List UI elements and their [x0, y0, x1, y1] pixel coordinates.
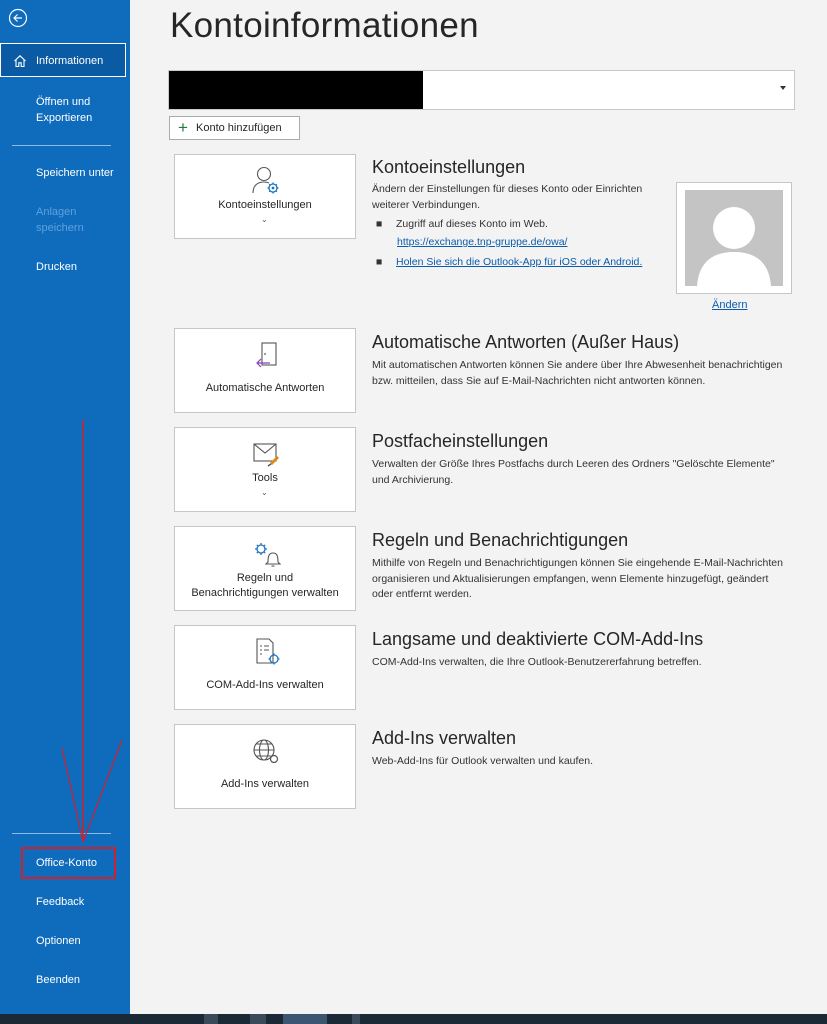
- section-title: Automatische Antworten (Außer Haus): [372, 332, 680, 352]
- add-account-label: Konto hinzufügen: [196, 122, 282, 134]
- plus-icon: +: [178, 118, 188, 137]
- section-title: Postfacheinstellungen: [372, 431, 549, 451]
- card-label: Automatische Antworten: [205, 382, 325, 394]
- outlook-app-link[interactable]: Holen Sie sich die Outlook-App für iOS oder Android.: [396, 256, 643, 268]
- taskbar: [0, 1014, 827, 1024]
- section-description: Verwalten der Größe Ihres Postfachs durch Leeren des Ordners "Gelöschte Elemente" und Archivierung.: [372, 458, 775, 486]
- section-description: Web-Add-Ins für Outlook verwalten und kaufen.: [372, 755, 594, 767]
- nav-label: Anlagen: [36, 206, 77, 218]
- chevron-down-icon: ⌄: [261, 488, 268, 497]
- section-title: Langsame und deaktivierte COM-Add-Ins: [372, 629, 704, 649]
- chevron-down-icon: ⌄: [261, 215, 268, 224]
- section-title: Kontoeinstellungen: [372, 157, 526, 177]
- taskbar-outlook-icon[interactable]: [283, 1014, 327, 1024]
- taskbar-icon[interactable]: [204, 1014, 218, 1024]
- main-content: Kontoinformationen + Konto hinzufügen Kontoeinstellungen ⌄ Kontoeinstellungen Ändern der Einstellungen für dieses Konto oder Einrichten weiterer Verbindungen. ■ Zugriff auf dieses Konto im Web. https://exchange.tnp-gruppe.de/owa/ ■ Holen Sie sich die Outlook-App für iOS oder Android. Ändern Automatische Antworten Automatische Antworten (Außer Haus) Mit automatischen Antworten können Sie andere über Ihre Abwesenheit benachrichtigen bzw. mitteilen, dass Sie auf E-Mail-Nachrichten nicht antworten können. Tools ⌄ Postfacheinstellungen Verwalten der Größe Ihres Postfachs durch Leeren des Ordners "Gelöschte Elemente" und Archivierung. Regeln und Benachrichtigungen verwalten Regeln und Benachrichtigungen Mithilfe von Regeln und Benachrichtigungen können Sie eingehende E-Mail-Nachrichten organisieren und Aktualisierungen empfangen, wenn Elemente hinzugefügt, geändert oder entfernt werden. COM-Add-Ins verwalten Langsame und deaktivierte COM-Add-Ins COM-Add-Ins verwalten, die Ihre Outlook-Benutzererfahrung betreffen. Add-Ins verwalten Add-Ins verwalten Web-Add-Ins für Outlook verwalten und kaufen.: [130, 0, 827, 1014]
- nav-label: Öffnen und: [36, 96, 91, 108]
- section-description: Mit automatischen Antworten können Sie andere über Ihre Abwesenheit benachrichtigen bzw. mitteilen, dass Sie auf E-Mail-Nachrichten nicht antworten können.: [372, 359, 783, 387]
- taskbar-icon[interactable]: [352, 1014, 360, 1024]
- nav-label: Drucken: [36, 261, 77, 273]
- card-label: Kontoeinstellungen: [218, 199, 312, 211]
- section-title: Add-Ins verwalten: [372, 728, 517, 748]
- page-title: Kontoinformationen: [170, 6, 479, 45]
- taskbar-icon[interactable]: [250, 1014, 266, 1024]
- nav-label: Informationen: [36, 55, 104, 67]
- bullet-text: Zugriff auf dieses Konto im Web.: [396, 218, 548, 230]
- change-photo-link[interactable]: Ändern: [712, 299, 748, 311]
- annotation-arrow-head-right: [83, 740, 122, 842]
- card-label: Benachrichtigungen verwalten: [191, 587, 339, 599]
- owa-link[interactable]: https://exchange.tnp-gruppe.de/owa/: [397, 236, 568, 248]
- nav-label: Speichern unter: [36, 167, 114, 179]
- nav-label: Exportieren: [36, 112, 93, 124]
- section-description: Mithilfe von Regeln und Benachrichtigungen können Sie eingehende E-Mail-Nachrichten organisieren und Aktualisierungen empfangen, wenn Elemente hinzugefügt, geändert oder entfernt werden.: [372, 557, 783, 600]
- card-label: Tools: [252, 472, 278, 484]
- card-label: COM-Add-Ins verwalten: [206, 679, 324, 691]
- nav-label: Office-Konto: [36, 857, 97, 869]
- section-description: COM-Add-Ins verwalten, die Ihre Outlook-Benutzererfahrung betreffen.: [372, 656, 702, 668]
- section-title: Regeln und Benachrichtigungen: [372, 530, 629, 550]
- nav-label: Beenden: [36, 974, 81, 986]
- annotation-arrow-head-left: [62, 748, 83, 842]
- card-label: Regeln und: [236, 572, 294, 584]
- nav-label: speichern: [36, 222, 84, 234]
- section-description: Ändern der Einstellungen für dieses Konto oder Einrichten weiterer Verbindungen.: [372, 183, 643, 211]
- card-label: Add-Ins verwalten: [220, 778, 310, 790]
- nav-label: Feedback: [36, 896, 85, 908]
- nav-label: Optionen: [36, 935, 81, 947]
